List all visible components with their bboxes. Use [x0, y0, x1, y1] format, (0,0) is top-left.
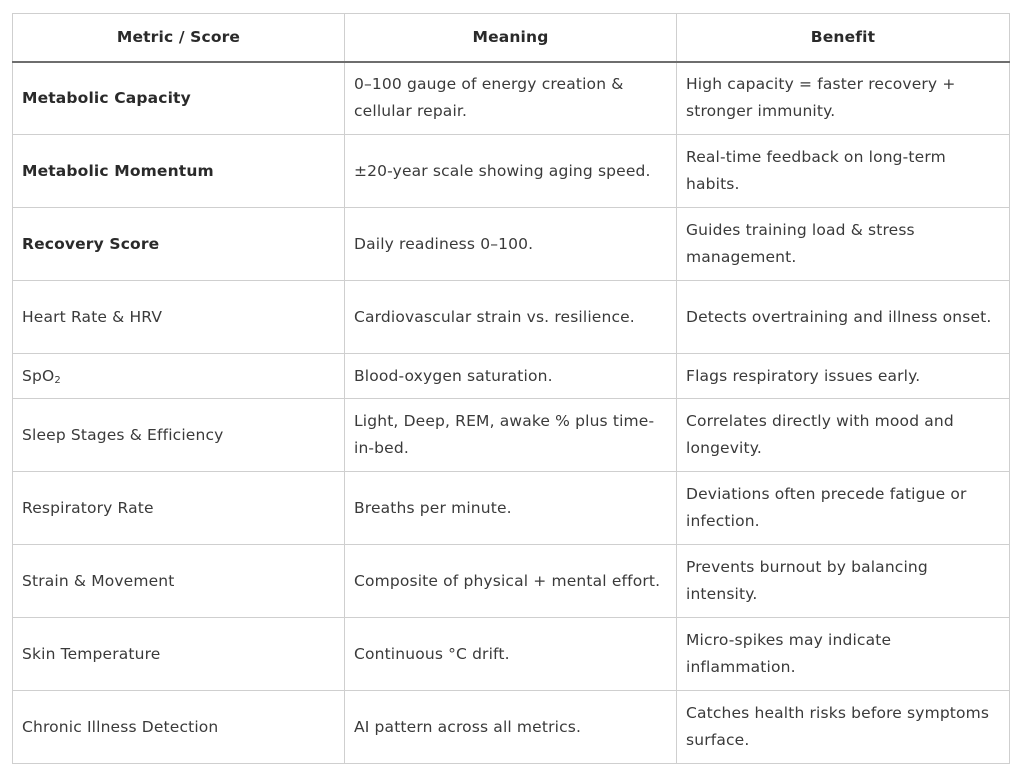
metric-cell: Strain & Movement [13, 545, 345, 618]
meaning-cell: 0–100 gauge of energy creation & cellular repair. [345, 62, 677, 135]
benefit-cell: Guides training load & stress management. [677, 208, 1010, 281]
table-body [13, 62, 1010, 764]
benefit-cell: Catches health risks before symptoms surface. [677, 691, 1010, 764]
metric-subscript: 2 [54, 374, 61, 386]
metric-cell: Metabolic Capacity [13, 62, 345, 135]
meaning-cell: Continuous °C drift. [345, 618, 677, 691]
benefit-cell: Real-time feedback on long-term habits. [677, 135, 1010, 208]
header-metric-score: Metric / Score [13, 14, 345, 62]
meaning-cell: AI pattern across all metrics. [345, 691, 677, 764]
metric-cell: Sleep Stages & Efficiency [13, 399, 345, 472]
benefit-cell: Correlates directly with mood and longevity. [677, 399, 1010, 472]
benefit-cell: Micro-spikes may indicate inflammation. [677, 618, 1010, 691]
header-benefit: Benefit [677, 14, 1010, 62]
metrics-table [12, 13, 1010, 764]
header-meaning: Meaning [345, 14, 677, 62]
metric-cell: Skin Temperature [13, 618, 345, 691]
header-row [13, 14, 1010, 62]
metric-text: SpO [22, 366, 55, 385]
meaning-cell: ±20-year scale showing aging speed. [345, 135, 677, 208]
table-row [13, 135, 1010, 208]
meaning-cell: Breaths per minute. [345, 472, 677, 545]
meaning-cell: Light, Deep, REM, awake % plus time-in-bed. [345, 399, 677, 472]
metric-cell: Chronic Illness Detection [13, 691, 345, 764]
table-row [13, 62, 1010, 135]
meaning-cell: Blood-oxygen saturation. [345, 354, 677, 399]
table-row [13, 281, 1010, 354]
benefit-cell: High capacity = faster recovery + stronger immunity. [677, 62, 1010, 135]
benefit-cell: Detects overtraining and illness onset. [677, 281, 1010, 354]
metric-cell: Respiratory Rate [13, 472, 345, 545]
metric-cell: Heart Rate & HRV [13, 281, 345, 354]
table-header [13, 14, 1010, 62]
metric-cell: Recovery Score [13, 208, 345, 281]
table-row [13, 691, 1010, 764]
benefit-cell: Prevents burnout by balancing intensity. [677, 545, 1010, 618]
table-row [13, 208, 1010, 281]
benefit-cell: Flags respiratory issues early. [677, 354, 1010, 399]
table-row [13, 354, 1010, 399]
meaning-cell: Daily readiness 0–100. [345, 208, 677, 281]
metrics-table-container [12, 13, 1009, 764]
metric-cell [13, 354, 345, 399]
table-row [13, 399, 1010, 472]
table-row [13, 472, 1010, 545]
benefit-cell: Deviations often precede fatigue or infection. [677, 472, 1010, 545]
table-row [13, 545, 1010, 618]
meaning-cell: Cardiovascular strain vs. resilience. [345, 281, 677, 354]
metric-cell: Metabolic Momentum [13, 135, 345, 208]
table-row [13, 618, 1010, 691]
meaning-cell: Composite of physical + mental effort. [345, 545, 677, 618]
